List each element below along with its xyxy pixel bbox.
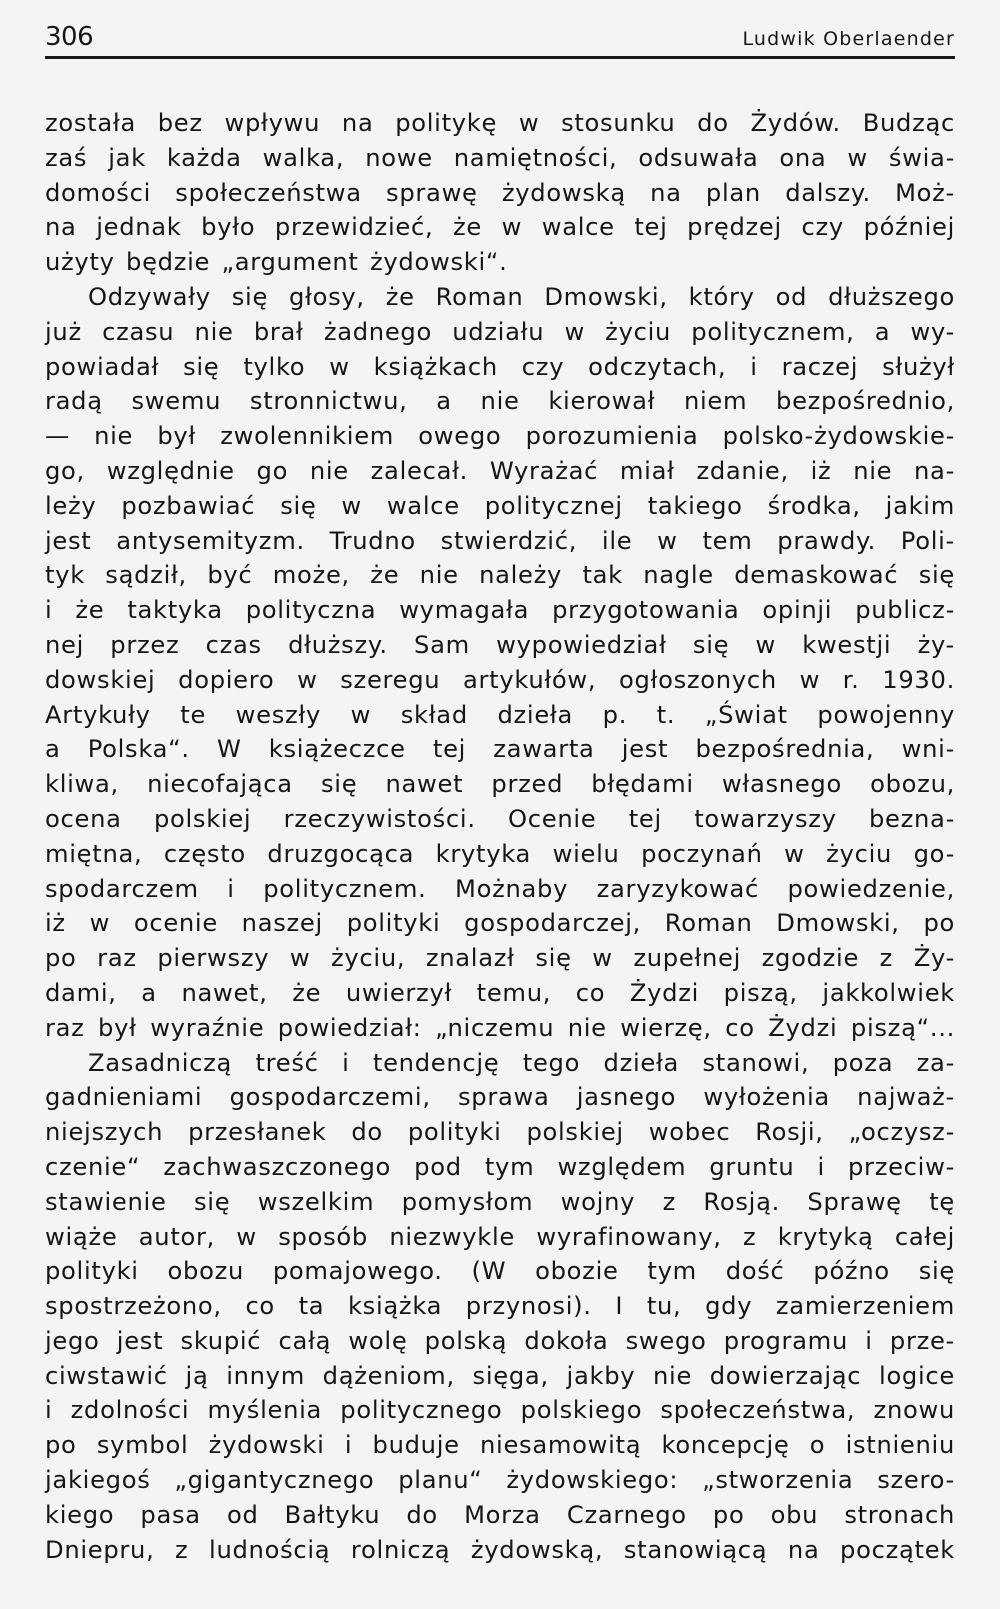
text-line: jakiegoś „gigantycznego planu“ żydowskiego: „stworzenia szero- [45,1466,955,1495]
body-text [45,106,955,1567]
text-line: Artykuły te weszły w skład dzieła p. t. „Świat powojenny [45,700,955,729]
paragraph [45,1046,955,1568]
text-line: leży pozbawiać się w walce politycznej takiego środka, jakim [45,491,955,520]
text-line: Dniepru, z ludnością rolniczą żydowską, stanowiącą na początek [45,1535,955,1564]
text-line: po raz pierwszy w życiu, znalazł się w zupełnej zgodzie z Ży- [45,944,955,973]
text-line: i że taktyka polityczna wymagała przygotowania opinji publicz- [45,596,955,625]
text-line: spodarczem i politycznem. Możnaby zaryzykować powiedzenie, [45,874,955,903]
text-line: Zasadniczą treść i tendencję tego dzieła stanowi, poza za- [88,1048,955,1077]
text-line: domości społeczeństwa sprawę żydowską na plan dalszy. Moż- [45,178,955,207]
text-line: już czasu nie brał żadnego udziału w życiu politycznem, a wy- [45,317,955,346]
text-line: a Polska“. W książeczce tej zawarta jest bezpośrednia, wni- [45,735,955,764]
header-rule [45,56,955,59]
text-line: jego jest skupić całą wolę polską dokoła swego programu i prze- [45,1326,955,1355]
text-line: niejszych przesłanek do polityki polskiej wobec Rosji, „oczysz- [45,1118,955,1147]
text-line: iż w ocenie naszej polityki gospodarczej, Roman Dmowski, po [45,909,955,938]
text-line: — nie był zwolennikiem owego porozumienia polsko-żydowskie- [45,422,955,451]
text-line: radą swemu stronnictwu, a nie kierował niem bezpośrednio, [45,387,955,416]
text-line: po symbol żydowski i buduje niesamowitą koncepcję o istnieniu [45,1431,955,1460]
text-line: ocena polskiej rzeczywistości. Ocenie tej towarzyszy bezna- [45,804,955,833]
paragraph [45,280,955,1046]
paragraph [45,106,955,280]
text-line: jest antysemityzm. Trudno stwierdzić, ile w tem prawdy. Poli- [45,526,955,555]
text-line: dowskiej dopiero w szeregu artykułów, ogłoszonych w r. 1930. [45,665,955,694]
text-line: gadnieniami gospodarczemi, sprawa jasnego wyłożenia najważ- [45,1083,955,1112]
text-line: powiadał się tylko w książkach czy odczytach, i raczej służył [45,352,955,381]
page-header [45,20,955,60]
text-line: i zdolności myślenia politycznego polskiego społeczeństwa, znowu [45,1396,955,1425]
text-line: została bez wpływu na politykę w stosunku do Żydów. Budząc [45,109,955,137]
text-line: spostrzeżono, co ta książka przynosi). I tu, gdy zamierzeniem [45,1292,955,1321]
text-line: miętna, często druzgocąca krytyka wielu poczynań w życiu go- [45,839,955,868]
text-line: na jednak było przewidzieć, że w walce tej prędzej czy później [45,213,955,242]
text-line: kliwa, niecofająca się nawet przed błędami własnego obozu, [45,770,955,799]
text-line: zaś jak każda walka, nowe namiętności, odsuwała ona w świa- [45,143,955,172]
running-head: Ludwik Oberlaender [742,28,955,50]
text-line: wiąże autor, w sposób niezwykle wyrafinowany, z krytyką całej [45,1222,955,1251]
text-line: ciwstawić ją innym dążeniom, sięga, jakby nie dowierzając logice [45,1361,955,1390]
text-line: Odzywały się głosy, że Roman Dmowski, który od dłuższego [88,282,955,311]
text-line: tyk sądził, być może, że nie należy tak nagle demaskować się [45,561,955,590]
text-line: czenie“ zachwaszczonego pod tym względem gruntu i przeciw- [45,1152,955,1181]
text-line: polityki obozu pomajowego. (W obozie tym dość późno się [45,1257,955,1286]
page-number: 306 [45,22,94,52]
text-line: dami, a nawet, że uwierzył temu, co Żydzi piszą, jakkolwiek [45,978,955,1007]
text-line: raz był wyraźnie powiedział: „niczemu nie wierzę, co Żydzi piszą“... [45,1013,955,1042]
text-line: kiego pasa od Bałtyku do Morza Czarnego po obu stronach [45,1500,955,1529]
text-line: stawienie się wszelkim pomysłom wojny z Rosją. Sprawę tę [45,1187,955,1216]
text-line: nej przez czas dłuższy. Sam wypowiedział się w kwestji ży- [45,630,955,659]
text-line: go, względnie go nie zalecał. Wyrażać miał zdanie, iż nie na- [45,456,955,485]
text-line: użyty będzie „argument żydowski“. [45,248,508,277]
